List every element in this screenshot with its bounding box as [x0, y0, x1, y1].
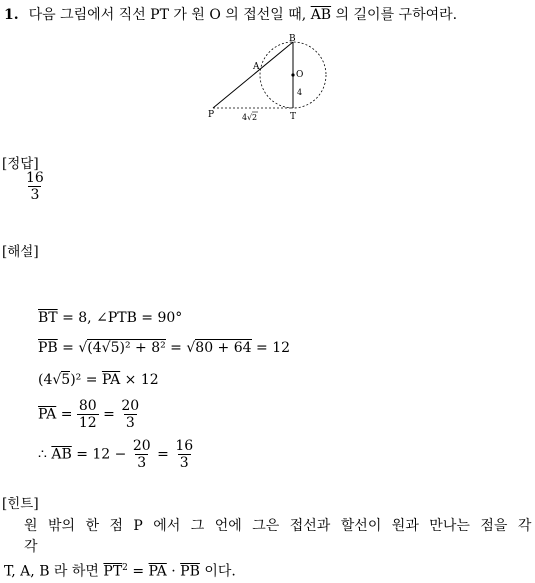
label-t: T: [290, 112, 297, 122]
answer-fraction: [24, 170, 46, 203]
seg-pa-1: $\overline{PA}$: [101, 372, 121, 388]
solution-l2-eq2: =: [165, 340, 187, 356]
solution-line-2: $\overline{PB} = √(4√5)^2 + 8^2 = √80 + 64 = 12$: [38, 340, 291, 356]
svg-text:√: √: [247, 113, 253, 122]
label-radius: 4: [297, 88, 303, 97]
question: [4, 4, 457, 24]
seg-pb-2: $\overline{PB}$: [180, 563, 200, 580]
secant-pb-line: [213, 42, 293, 108]
question-text-before: 다음 그림에서 직선 PT 가 원 O 의 접선일 때,: [28, 7, 307, 23]
hint-text: [4, 516, 532, 583]
hint-line-1: 원 밖의 한 점 P 에서 그 언에 그은 접선과 할선이 원과 만나는 점을 각각: [24, 518, 532, 555]
svg-text:4: 4: [242, 113, 248, 122]
label-a: A: [253, 62, 260, 72]
solution-l1-rest: = 8, ∠PTB = 90°: [62, 310, 183, 326]
solution-line-1: [38, 310, 182, 326]
solution-l2-eq: =: [62, 340, 79, 356]
sqrt-radicand-2: 80 + 64: [195, 340, 252, 356]
seg-pb: $\overline{PB}$: [38, 340, 58, 356]
solution-line-4: $\overline{PA}$ = $\frac{80}{12}$ = $\frac{20}{3}$: [38, 398, 140, 431]
solution-l2-result: = 12: [251, 340, 291, 356]
question-number: 1.: [4, 7, 19, 23]
seg-ab-2: $\overline{AB}$: [51, 446, 72, 463]
svg-text:2: 2: [252, 113, 258, 122]
seg-pa-3: $\overline{PA}$: [148, 563, 167, 580]
center-point: [291, 73, 294, 76]
seg-bt: $\overline{BT}$: [38, 310, 58, 326]
label-p: P: [208, 110, 215, 120]
label-o: O: [296, 70, 304, 80]
geometry-figure: [205, 30, 335, 130]
answer-numerator: 16: [26, 170, 44, 186]
seg-pt: $\overline{PT}$: [103, 563, 123, 580]
question-text-after: 의 길이를 구하여라.: [335, 7, 458, 23]
answer-denominator: 3: [30, 187, 40, 203]
segment-ab: $\overline{AB}$: [310, 7, 332, 23]
base-length-label: [242, 112, 258, 122]
hint-label: [힌트]: [2, 496, 39, 512]
hint-line-2: T, A, B 라 하면 $\overline{PT}^2 = \overline{PA} \cdot \overline{PB}$ 이다.: [4, 563, 236, 580]
sqrt-radicand-1: (4√5)² + 8²: [87, 340, 166, 356]
solution-label: [해설]: [2, 244, 39, 260]
label-b: B: [289, 34, 296, 44]
answer-label: [정답]: [2, 156, 39, 172]
solution-line-3: $(4√5)^2 = \overline{PA} \times 12$: [38, 372, 159, 388]
seg-pa-2: $\overline{PA}$: [38, 406, 57, 423]
solution-line-5: ∴ $\overline{AB} = 12$ − $\frac{20}{3}$ = $\frac{16}{3}$: [38, 438, 194, 471]
